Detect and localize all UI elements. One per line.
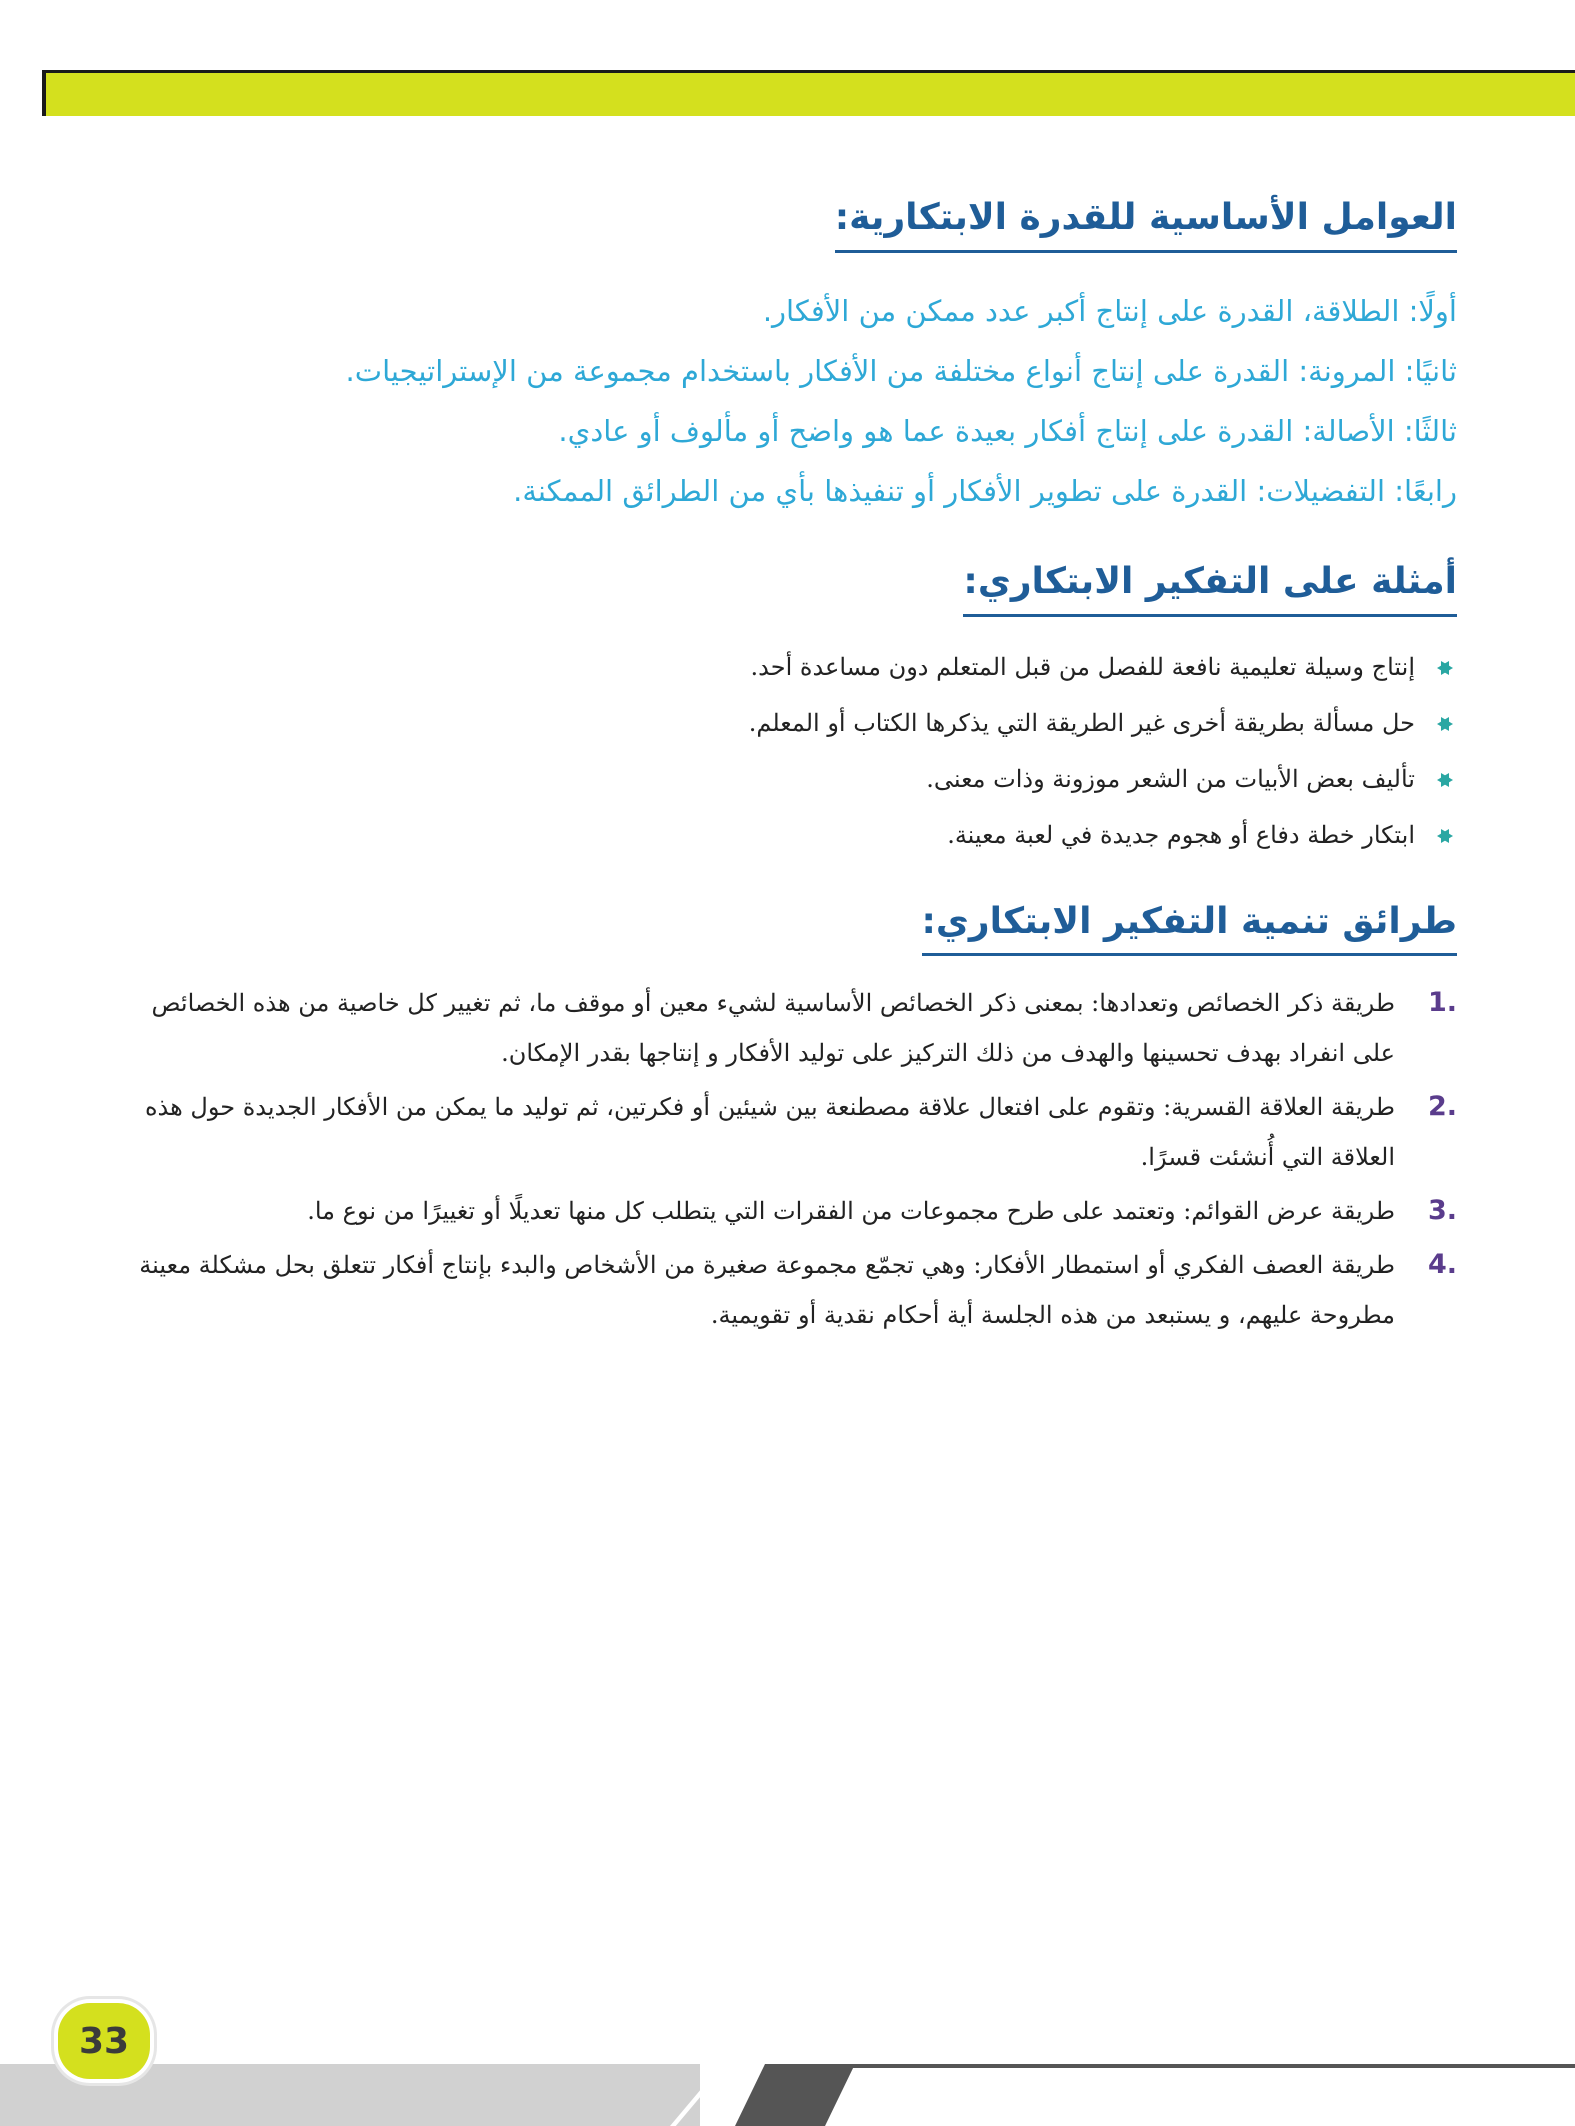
examples-list — [130, 639, 1457, 863]
method-item — [130, 978, 1457, 1078]
teal-bowtie-icon — [1437, 661, 1449, 675]
example-text: حل مسألة بطريقة أخرى غير الطريقة التي يذكرها الكتاب أو المعلم. — [748, 708, 1415, 737]
method-text: طريقة عرض القوائم: وتعتمد على طرح مجموعات من الفقرات التي يتطلب كل منها تعديلًا أو تغييرًا من نوع ما. — [307, 1197, 1395, 1226]
example-text: ابتكار خطة دفاع أو هجوم جديدة في لعبة معينة. — [947, 820, 1415, 849]
header-accent-bar — [42, 70, 1575, 116]
method-item — [130, 1186, 1457, 1236]
teal-bowtie-icon — [1437, 773, 1449, 787]
factors-section — [130, 195, 1457, 521]
example-item — [130, 695, 1457, 751]
method-number: 4. — [1427, 1249, 1457, 1281]
example-item — [130, 807, 1457, 863]
page-number: 33 — [78, 2020, 130, 2062]
method-number: 3. — [1427, 1195, 1457, 1227]
examples-heading: أمثلة على التفكير الابتكاري: — [963, 559, 1457, 617]
factors-heading: العوامل الأساسية للقدرة الابتكارية: — [835, 195, 1457, 253]
method-number: 2. — [1427, 1091, 1457, 1123]
method-item — [130, 1082, 1457, 1182]
footer-dark-line — [820, 2064, 1575, 2068]
factor-item: ثالثًا: الأصالة: القدرة على إنتاج أفكار بعيدة عما هو واضح أو مألوف أو عادي. — [558, 413, 1457, 448]
methods-heading: طرائق تنمية التفكير الابتكاري: — [922, 899, 1458, 957]
factors-list — [130, 281, 1457, 521]
page-content — [130, 195, 1457, 1370]
factor-item: ثانيًا: المرونة: القدرة على إنتاج أنواع مختلفة من الأفكار باستخدام مجموعة من الإستراتيجيات. — [345, 353, 1457, 388]
factor-item: رابعًا: التفضيلات: القدرة على تطوير الأفكار أو تنفيذها بأي من الطرائق الممكنة. — [513, 473, 1457, 508]
example-text: تأليف بعض الأبيات من الشعر موزونة وذات معنى. — [926, 764, 1415, 793]
method-text: طريقة العلاقة القسرية: وتقوم على افتعال علاقة مصطنعة بين شيئين أو فكرتين، ثم توليد ما يمكن من الأفكار الجديدة حول هذه العلاقة التي أُنشئت قسرًا. — [144, 1093, 1395, 1172]
method-item — [130, 1240, 1457, 1340]
methods-list — [130, 978, 1457, 1340]
methods-section — [130, 899, 1457, 1341]
factor-item: أولًا: الطلاقة، القدرة على إنتاج أكبر عدد ممكن من الأفكار. — [762, 293, 1457, 328]
example-item — [130, 639, 1457, 695]
method-text: طريقة ذكر الخصائص وتعدادها: بمعنى ذكر الخصائص الأساسية لشيء معين أو موقف ما، ثم تغيير كل خاصية من هذه الخصائص على انفراد بهدف تحسينها والهدف من ذلك التركيز على توليد الأفكار و إنتاجها بقدر الإمكان. — [151, 989, 1395, 1068]
footer-dark-parallelogram — [735, 2064, 855, 2126]
teal-bowtie-icon — [1437, 829, 1449, 843]
method-text: طريقة العصف الفكري أو استمطار الأفكار: وهي تجمّع مجموعة صغيرة من الأشخاص والبدء بإنتاج أفكار تتعلق بحل مشكلة معينة مطروحة عليهم، و يستبعد من هذه الجلسة أية أحكام نقدية أو تقويمية. — [139, 1251, 1395, 1330]
method-number: 1. — [1427, 987, 1457, 1019]
examples-section — [130, 559, 1457, 863]
example-text: إنتاج وسيلة تعليمية نافعة للفصل من قبل المتعلم دون مساعدة أحد. — [750, 652, 1415, 681]
page-number-badge — [58, 2003, 150, 2079]
teal-bowtie-icon — [1437, 717, 1449, 731]
example-item — [130, 751, 1457, 807]
